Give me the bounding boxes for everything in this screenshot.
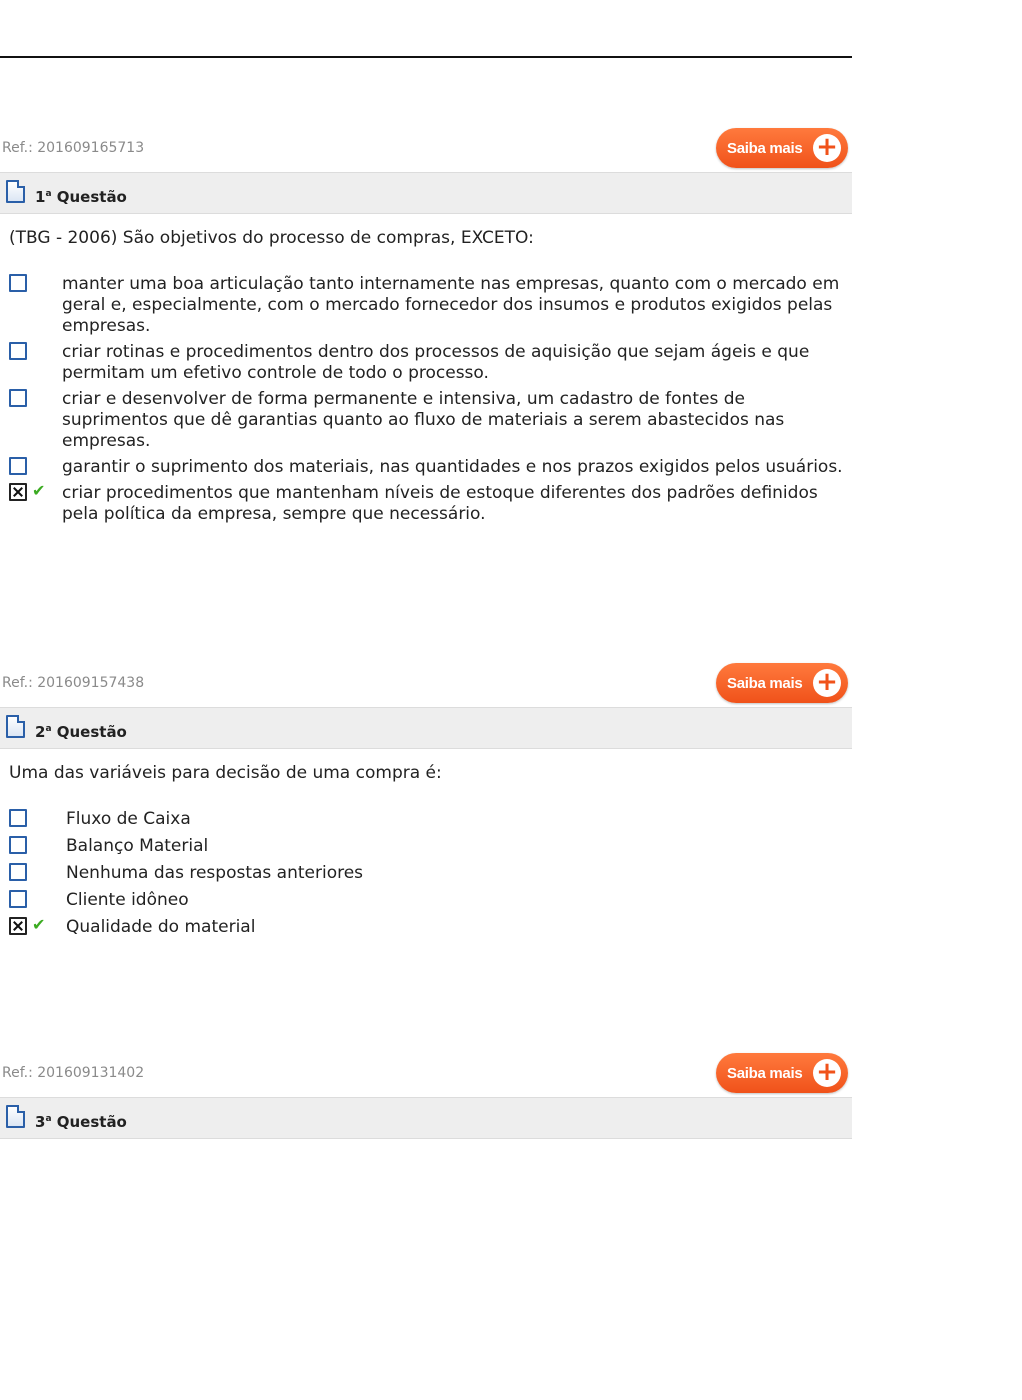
option-text: Balanço Material <box>66 836 209 856</box>
option-item <box>0 890 852 911</box>
option-text: criar e desenvolver de forma permanente e intensiva, um cadastro de fontes de suprimentos que dê garantias quanto ao fluxo de materiais a serem abastecidos nas empresas. <box>62 389 785 451</box>
correct-check-icon: ✔ <box>32 915 46 934</box>
correct-check-icon: ✔ <box>32 481 46 500</box>
document-icon <box>6 1105 25 1128</box>
option-item <box>0 457 852 478</box>
checkbox-icon[interactable] <box>9 342 27 360</box>
option-text: criar procedimentos que mantenham níveis de estoque diferentes dos padrões definidos pela política da empresa, sempre que necessário. <box>62 483 818 524</box>
ref-row <box>0 663 852 707</box>
saiba-mais-button[interactable] <box>716 128 848 168</box>
question-2 <box>0 663 852 938</box>
option-text: garantir o suprimento dos materiais, nas quantidades e nos prazos exigidos pelos usuários. <box>62 457 843 477</box>
checkbox-icon[interactable] <box>9 274 27 292</box>
ref-row <box>0 1053 852 1097</box>
ref-number: Ref.: 201609131402 <box>2 1065 145 1081</box>
option-item <box>0 863 852 884</box>
checkbox-icon[interactable] <box>9 836 27 854</box>
checkbox-icon[interactable] <box>9 863 27 881</box>
question-title: 3$^a$ Questão <box>35 1113 127 1131</box>
ref-number: Ref.: 201609157438 <box>2 675 145 691</box>
saiba-mais-label: Saiba mais <box>727 674 803 692</box>
checked-checkbox-icon[interactable] <box>9 917 27 935</box>
checkbox-icon[interactable] <box>9 389 27 407</box>
ref-number: Ref.: 201609165713 <box>2 140 145 156</box>
question-title: 2$^a$ Questão <box>35 723 127 741</box>
option-text: criar rotinas e procedimentos dentro dos processos de aquisição que sejam ágeis e que permitam um efetivo controle de todo o processo. <box>62 342 810 383</box>
plus-icon: + <box>813 669 841 697</box>
document-icon <box>6 180 25 203</box>
question-header <box>0 707 852 749</box>
question-3 <box>0 1053 852 1139</box>
option-text: Qualidade do material <box>66 917 256 937</box>
option-item <box>0 483 852 525</box>
option-text: Nenhuma das respostas anteriores <box>66 863 364 883</box>
saiba-mais-button[interactable] <box>716 1053 848 1093</box>
ref-row <box>0 128 852 172</box>
option-item <box>0 809 852 830</box>
option-item <box>0 389 852 452</box>
question-statement: Uma das variáveis para decisão de uma compra é: <box>9 763 442 783</box>
checkbox-icon[interactable] <box>9 457 27 475</box>
question-statement: (TBG - 2006) São objetivos do processo de compras, EXCETO: <box>9 228 534 248</box>
question-title: 1$^a$ Questão <box>35 188 127 206</box>
question-header <box>0 1097 852 1139</box>
option-item <box>0 917 852 938</box>
option-text: manter uma boa articulação tanto internamente nas empresas, quanto com o mercado em geral e, especialmente, com o mercado fornecedor dos insumos e produtos exigidos pelas empresas. <box>62 274 840 336</box>
options-list <box>0 274 852 525</box>
option-text: Cliente idôneo <box>66 890 189 910</box>
option-item <box>0 836 852 857</box>
checkbox-icon[interactable] <box>9 809 27 827</box>
document-icon <box>6 715 25 738</box>
option-item <box>0 342 852 384</box>
question-header <box>0 172 852 214</box>
option-text: Fluxo de Caixa <box>66 809 191 829</box>
checked-checkbox-icon[interactable] <box>9 483 27 501</box>
checkbox-icon[interactable] <box>9 890 27 908</box>
plus-icon: + <box>813 1059 841 1087</box>
option-item <box>0 274 852 337</box>
options-list <box>0 809 852 938</box>
top-rule <box>0 56 852 58</box>
saiba-mais-label: Saiba mais <box>727 1064 803 1082</box>
saiba-mais-label: Saiba mais <box>727 139 803 157</box>
plus-icon: + <box>813 134 841 162</box>
saiba-mais-button[interactable] <box>716 663 848 703</box>
question-1 <box>0 128 852 525</box>
